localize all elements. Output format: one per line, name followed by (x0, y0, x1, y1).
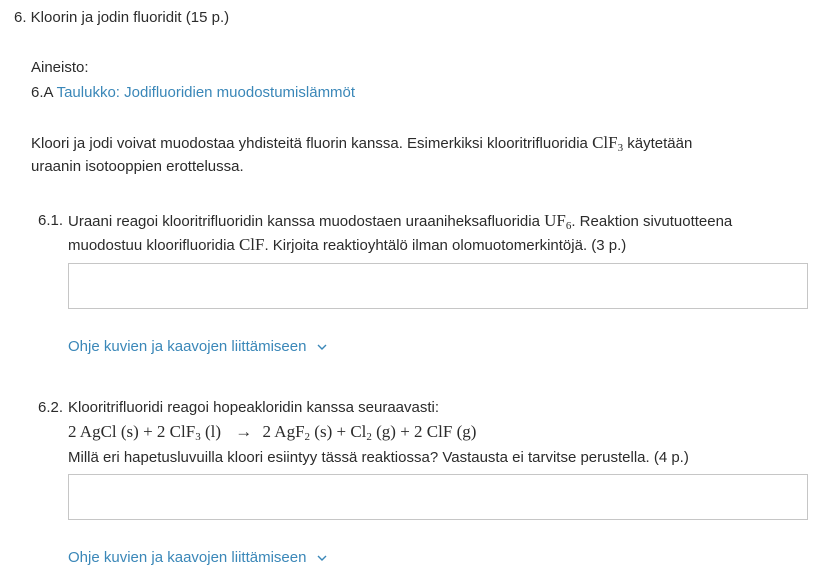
formula-uf6: $UF_6$ (544, 211, 572, 232)
reaction-arrow: → (235, 422, 253, 441)
material-heading: Aineisto: (31, 59, 89, 76)
question-title: 6. Kloorin ja jodin fluoridit (15 p.) (14, 9, 230, 26)
subquestion-1-line-2: muodostuu kloorifluoridia ClF. Kirjoita reaktioyhtälö ilman olomuotomerkintöjä. (3 p.) (68, 235, 627, 254)
chevron-down-icon (317, 548, 327, 568)
formula-clf: ClF (238, 235, 265, 254)
material-prefix: 6.A (31, 84, 53, 101)
material-item (31, 83, 355, 103)
subquestion-2-line-1: Klooritrifluoridi reagoi hopeakloridin kanssa seuraavasti: (68, 399, 440, 416)
intro-formula: ClF$_3$ (592, 133, 624, 154)
subquestion-2-number: 6.2. (38, 399, 64, 416)
intro-text-b: käytetään (627, 135, 693, 152)
subquestion-2-line-3: Millä eri hapetusluvuilla kloori esiintyy tässä reaktiossa? Vastausta ei tarvitse perustella. (4 p.) (68, 449, 689, 466)
intro-text-a: Kloori ja jodi voivat muodostaa yhdisteitä fluorin kanssa. Esimerkiksi klooritrifluoridia (31, 135, 588, 152)
answer-box-6-2[interactable] (68, 474, 808, 520)
intro-line-1 (31, 133, 692, 154)
reaction-equation: 2 AgCl (s) + 2 ClF$_3$ (l) → 2 AgF$_2$ $(s) + Cl_2$ (g) + 2 ClF (g) (68, 422, 477, 443)
help-link-6-2[interactable]: Ohje kuvien ja kaavojen liittämiseen (68, 548, 327, 568)
answer-box-6-1[interactable] (68, 263, 808, 309)
chevron-down-icon (317, 337, 327, 357)
subquestion-1-number: 6.1. (38, 212, 64, 229)
material-link[interactable]: Taulukko: Jodifluoridien muodostumislämmöt (56, 84, 356, 101)
subquestion-1-line-1: Uraani reagoi klooritrifluoridin kanssa muodostaen uraaniheksafluoridia $UF_6$. Reaktion sivutuotteena (68, 211, 733, 232)
intro-line-2: uraanin isotooppien erottelussa. (31, 158, 244, 175)
help-link-6-1[interactable]: Ohje kuvien ja kaavojen liittämiseen (68, 337, 327, 357)
